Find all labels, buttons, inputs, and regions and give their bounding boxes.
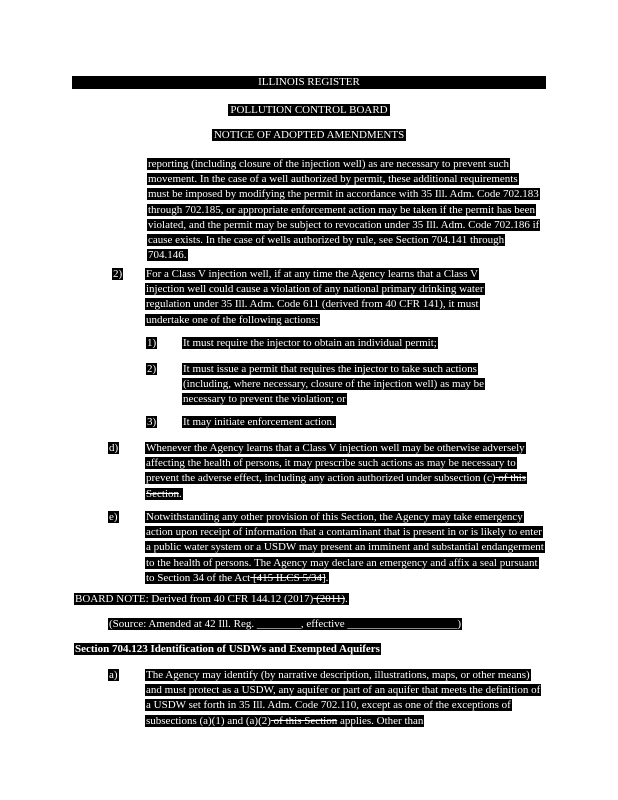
subitem-issue-permit: It must issue a permit that requires the injector to take such actions (including, where necessary, closure of the injection well) as may be necessary to prevent the violation; or [183,363,485,406]
section-heading: Section 704.123 Identification of USDWs and Exempted Aquifers [75,643,380,655]
item-class-v-paragraph: For a Class V injection well, if at any time the Agency learns that a Class V injection well could cause a violation of any national primary drinking water regulation under 35 Ill. Adm. Code 611 (derived from 40 CFR 141), it must undertake one of the following actions: [146,268,484,326]
register-title: ILLINOIS REGISTER [0,76,618,89]
item-usdw-paragraph: The Agency may identify (by narrative description, illustrations, maps, or other means) and must protect as a USDW, any aquifer or part of an aquifer that meets the definition of a USDW set forth in 35 Ill. Adm. Code 702.110, except as one of the exceptions of subsections (a)(1) and (a)(2) of this Section applies. Other than [146,669,541,727]
notice-title: NOTICE OF ADOPTED AMENDMENTS [213,129,405,141]
item-label: d) [109,442,119,454]
item-label: e) [109,511,118,523]
item-label: a) [109,669,118,681]
item-adverse-health-paragraph: Whenever the Agency learns that a Class V injection well may be otherwise adversely affecting the health of persons, it may prescribe such actions as may be necessary to prevent the adverse effect, including any action authorized under subsection (c) of this Section. [146,442,527,500]
subitem-enforcement: It may initiate enforcement action. [183,416,335,428]
subitem-individual-permit: It must require the injector to obtain an individual permit; [183,337,437,349]
item-emergency-paragraph: Notwithstanding any other provision of this Section, the Agency may take emergency action upon receipt of information that a contaminant that is present in or is likely to enter a public water system or a USDW may present an imminent and substantial endangerment to the health of persons. The Agency may declare an emergency and affix a seal pursuant to Section 34 of the Act [415 ILCS 5/34]. [146,511,544,584]
subitem-label: 2) [147,363,157,375]
subitem-label: 3) [147,416,157,428]
subitem-label: 1) [147,337,157,349]
continued-paragraph: reporting (including closure of the injection well) as are necessary to prevent such movement. In the case of a well authorized by permit, these additional requirements must be imposed by modifying the permit in accordance with 35 Ill. Adm. Code 702.183 through 702.185, or appropriate enforcement action may be taken if the permit has been violated, and the permit may be subject to revocation under 35 Ill. Adm. Code 702.186 if cause exists. In the case of wells authorized by rule, see Section 704.141 through 704.146. [148,158,540,262]
board-title: POLLUTION CONTROL BOARD [230,104,388,116]
item-label: 2) [113,268,123,280]
board-note: BOARD NOTE: Derived from 40 CFR 144.12 (2017) (2011). [75,593,348,605]
source-note: (Source: Amended at 42 Ill. Reg. ________, effective ____________________) [109,618,462,630]
